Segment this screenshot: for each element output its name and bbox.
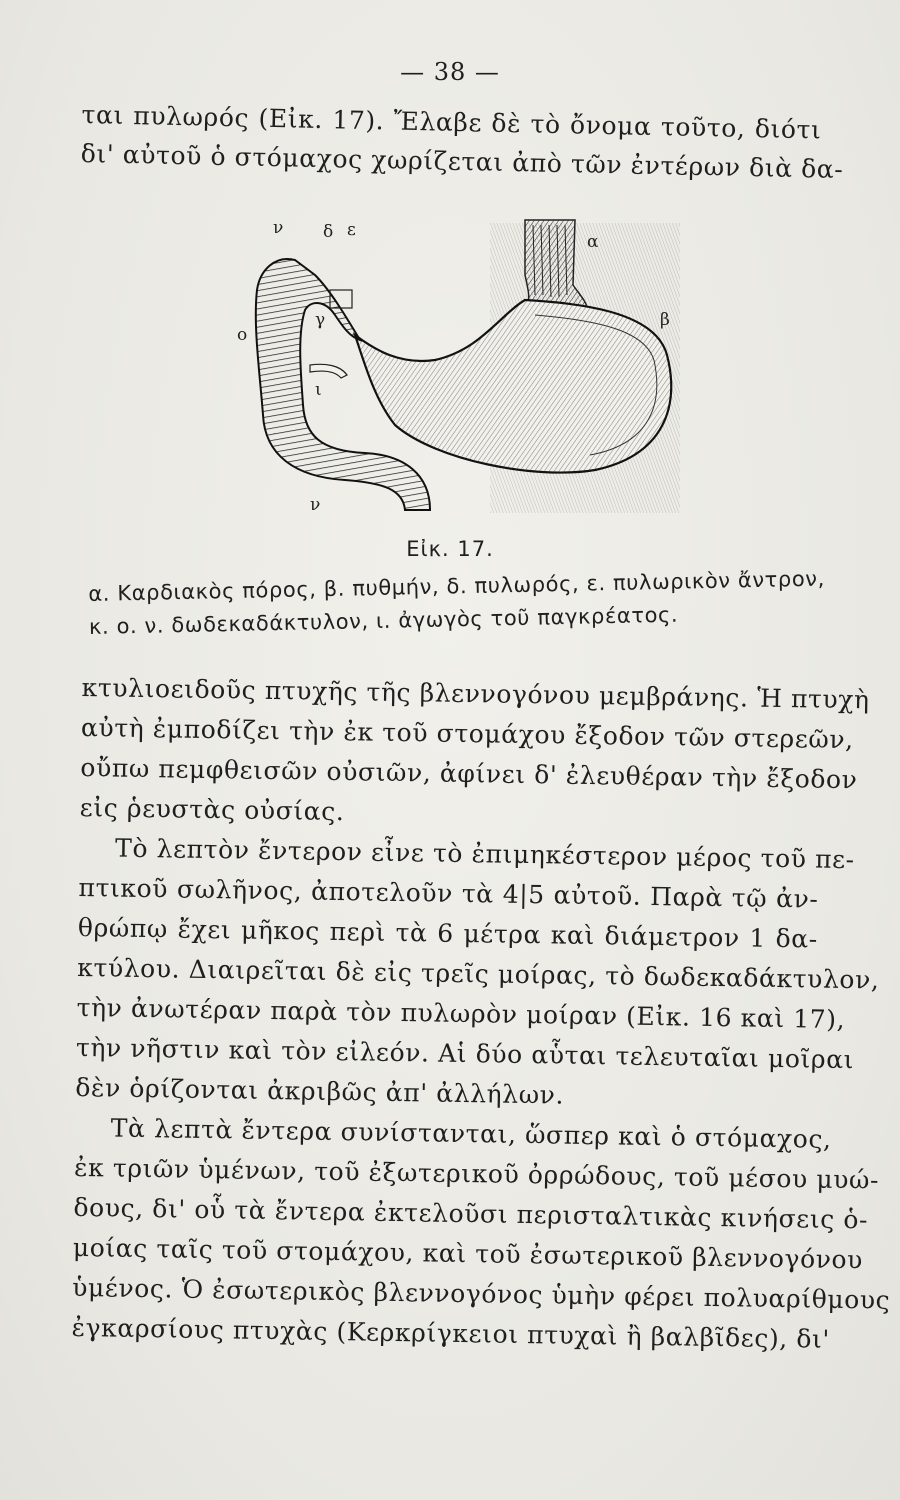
body-text	[71, 668, 891, 1360]
figure-legend	[88, 563, 826, 644]
text-line: αὐτὴ ἐμποδίζει τὴν ἐκ τοῦ στομάχου ἔξοδον τῶν στερεῶν,	[80, 712, 854, 755]
text-line: τὴν νῆστιν καὶ τὸν εἰλεόν. Αἱ δύο αὗται τελευταῖαι μοῖραι	[75, 1032, 855, 1075]
text-line: δι' αὐτοῦ ὁ στόμαχος χωρίζεται ἀπὸ τῶν ἐντέρων διὰ δα-	[80, 138, 844, 184]
text-line: τὴν ἀνωτέραν παρὰ τὸν πυλωρὸν μοίραν (Εἰκ. 16 καὶ 17),	[76, 992, 846, 1035]
text-line: δους, δι' οὗ τὰ ἔντερα ἐκτελοῦσι περισταλτικὰς κινήσεις ὁ-	[73, 1192, 869, 1235]
figure-label: γ	[315, 310, 326, 330]
figure-label: ν	[310, 495, 321, 515]
text-line: κτύλου. Διαιρεῖται δὲ εἰς τρεῖς μοίρας, τὸ δωδεκαδάκτυλον,	[77, 952, 880, 995]
text-line: κτυλιοειδοῦς πτυχῆς τῆς βλεννογόνου μεμβράνης. Ἡ πτυχὴ	[81, 672, 870, 715]
figure-label: α	[587, 232, 599, 252]
figure-label: β	[660, 310, 670, 330]
figure-label: ε	[347, 220, 356, 240]
text-line: μοίας ταῖς τοῦ στομάχου, καὶ τοῦ ἐσωτερικοῦ βλεννογόνου	[72, 1232, 864, 1275]
text-line: Τὰ λεπτὰ ἔντερα συνίστανται, ὥσπερ καὶ ὁ στόμαχος,	[110, 1113, 832, 1154]
text-line: οὔπω πεμφθεισῶν οὐσιῶν, ἀφίνει δ' ἐλευθέραν τὴν ἔξοδον	[80, 752, 858, 795]
figure-label: δ	[323, 222, 334, 242]
text-line: πτικοῦ σωλῆνος, ἀποτελοῦν τὰ 4|5 αὐτοῦ. Παρὰ τῷ ἀν-	[78, 872, 819, 914]
text-line: θρώπῳ ἔχει μῆκος περὶ τὰ 6 μέτρα καὶ διάμετρον 1 δα-	[77, 912, 819, 954]
text-line: ἐγκαρσίους πτυχὰς (Κερκρίγκειοι πτυχαὶ ἢ βαλβῖδες), δι'	[71, 1312, 831, 1354]
figure-label: ν	[273, 218, 284, 238]
text-line: ὑμένος. Ὁ ἐσωτερικὸς βλεννογόνος ὑμὴν φέρει πολυαρίθμους	[72, 1272, 891, 1315]
pancreatic-duct	[310, 364, 347, 378]
top-paragraph	[80, 95, 844, 188]
text-line: Τὸ λεπτὸν ἔντερον εἶνε τὸ ἐπιμηκέστερον μέρος τοῦ πε-	[114, 833, 855, 875]
figure-label: ι	[315, 380, 322, 400]
page-number: — 38 —	[400, 58, 500, 86]
figure-label: ο	[237, 325, 248, 345]
figure-caption: Εἰκ. 17.	[406, 537, 494, 561]
stomach-illustration	[235, 215, 685, 520]
legend-line: α. Καρδιακὸς πόρος, β. πυθμήν, δ. πυλωρός, ε. πυλωρικὸν ἄντρον,	[88, 566, 826, 606]
text-line: ται πυλωρός (Εἰκ. 17). Ἔλαβε δὲ τὸ ὄνομα τοῦτο, διότι	[81, 99, 822, 145]
text-line: εἰς ῥευστὰς οὐσίας.	[79, 792, 345, 827]
text-line: δὲν ὁρίζονται ἀκριβῶς ἀπ' ἀλλήλων.	[75, 1072, 565, 1110]
stomach-shading	[355, 300, 671, 473]
legend-line: κ. ο. ν. δωδεκαδάκτυλον, ι. ἀγωγὸς τοῦ παγκρέατος.	[88, 602, 679, 639]
text-line: ἐκ τριῶν ὑμένων, τοῦ ἐξωτερικοῦ ὀρρώδους, τοῦ μέσου μυώ-	[73, 1152, 880, 1195]
